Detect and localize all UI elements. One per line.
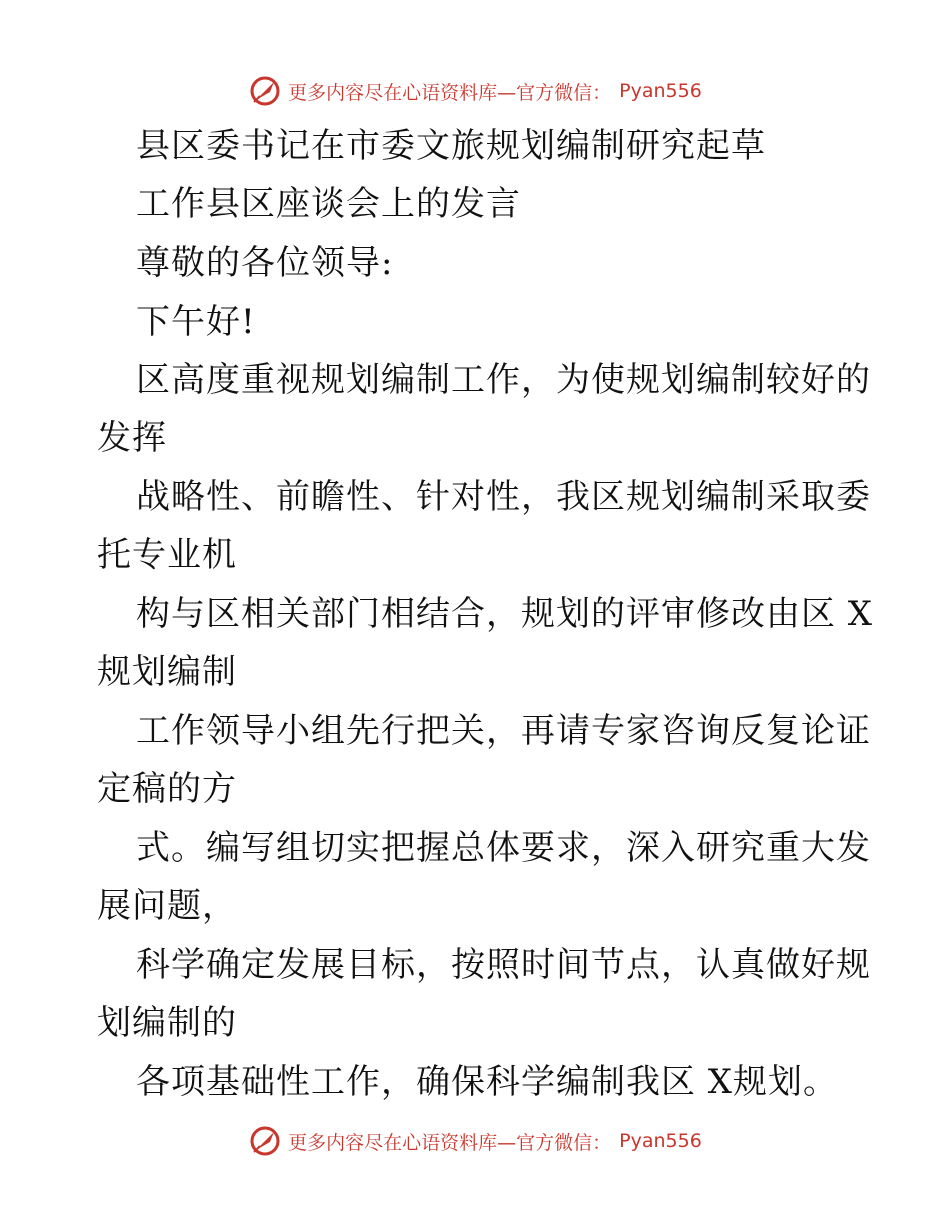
salutation: 尊敬的各位领导: — [136, 243, 394, 283]
paragraph-line: 定稿的方 — [97, 769, 237, 809]
paragraph-line: 展问题， — [97, 886, 237, 926]
paragraph-line: 规划编制 — [97, 652, 237, 692]
paragraph-line: 划编制的 — [97, 1003, 237, 1043]
watermark-text: 更多内容尽在心语资料库—官方微信： — [288, 1131, 612, 1154]
paragraph-line: 构与区相关部门相结合，规划的评审修改由区 X — [136, 594, 874, 634]
paragraph-line: 发挥 — [97, 418, 167, 458]
header-watermark — [0, 71, 950, 111]
paragraph-line: 战略性、前瞻性、针对性，我区规划编制采取委 — [136, 477, 871, 517]
document-title-line-2: 工作县区座谈会上的发言 — [136, 184, 521, 224]
paragraph-line: 托专业机 — [97, 535, 237, 575]
quill-pen-logo-icon — [248, 1124, 282, 1158]
quill-pen-logo-icon — [248, 74, 282, 108]
paragraph-line: 工作领导小组先行把关，再请专家咨询反复论证 — [136, 711, 871, 751]
watermark-wechat-id: Pyan556 — [619, 1130, 702, 1152]
document-title-line-1: 县区委书记在市委文旅规划编制研究起草 — [136, 126, 766, 166]
paragraph-line: 各项基础性工作，确保科学编制我区 X规划。 — [136, 1062, 839, 1102]
footer-watermark — [0, 1121, 950, 1161]
watermark-text: 更多内容尽在心语资料库—官方微信： — [288, 81, 612, 104]
watermark-wechat-id: Pyan556 — [619, 80, 702, 102]
greeting: 下午好! — [136, 302, 256, 342]
paragraph-line: 区高度重视规划编制工作，为使规划编制较好的 — [136, 360, 871, 400]
paragraph-line: 科学确定发展目标，按照时间节点，认真做好规 — [136, 945, 871, 985]
paragraph-line: 式。编写组切实把握总体要求，深入研究重大发 — [136, 828, 871, 868]
